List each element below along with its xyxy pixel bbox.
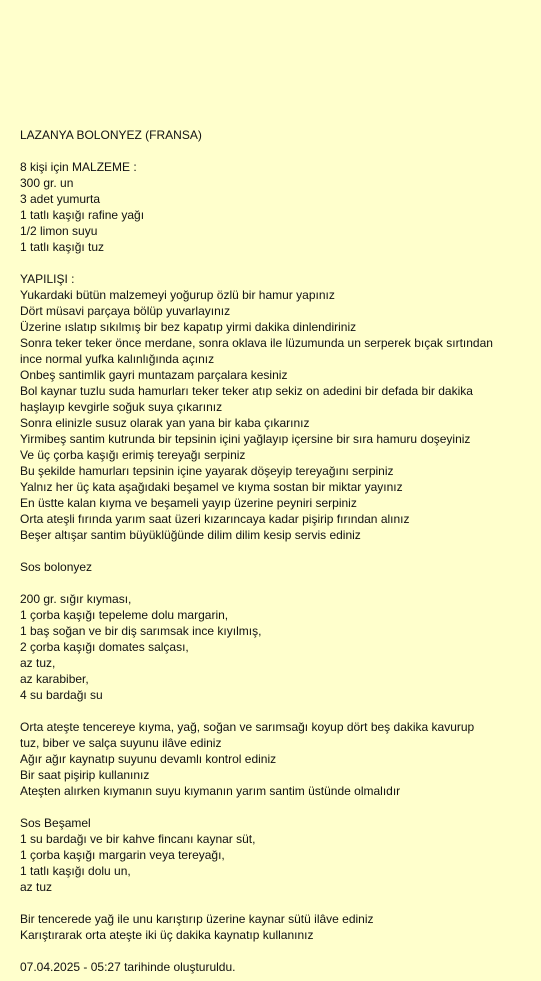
section-heading: YAPILIŞI :: [20, 272, 75, 286]
text-line: 1 tatlı kaşığı rafine yağı: [20, 208, 145, 222]
blank-line: [20, 255, 535, 271]
section-heading: 8 kişi için MALZEME :: [20, 160, 137, 174]
blank-line: [20, 799, 535, 815]
text-line: 1 tatlı kaşığı tuz: [20, 240, 105, 254]
text-line: Yalnız her üç kata aşağıdaki beşamel ve kıyma sostan bir miktar yayınız: [20, 480, 403, 494]
text-line: Bu şekilde hamurları tepsinin içine yayarak döşeyip tereyağını serpiniz: [20, 464, 394, 478]
recipe-document: [20, 127, 535, 975]
blank-line: [20, 143, 535, 159]
text-line: Orta ateşli fırında yarım saat üzeri kızarıncaya kadar pişirip fırından alınız: [20, 512, 410, 526]
text-line: Bir saat pişirip kullanınız: [20, 768, 150, 782]
text-line: Dört müsavi parçaya bölüp yuvarlayınız: [20, 304, 231, 318]
text-line: 1 su bardağı ve bir kahve fincanı kaynar süt,: [20, 832, 256, 846]
text-line: 4 su bardağı su: [20, 688, 103, 702]
text-line: Ağır ağır kaynatıp suyunu devamlı kontrol ediniz: [20, 752, 277, 766]
blank-line: [20, 895, 535, 911]
section-heading: Sos bolonyez: [20, 560, 93, 574]
text-line: ince normal yufka kalınlığında açınız: [20, 352, 215, 366]
text-line: 1 tatlı kaşığı dolu un,: [20, 864, 131, 878]
text-line: 1 baş soğan ve bir diş sarımsak ince kıyılmış,: [20, 624, 262, 638]
text-line: Sonra teker teker önce merdane, sonra oklava ile lüzumunda un serperek bıçak sırtından: [20, 336, 493, 350]
text-line: 200 gr. sığır kıyması,: [20, 592, 132, 606]
text-line: Bol kaynar tuzlu suda hamurları teker teker atıp sekiz on adedini bir defada bir dakika: [20, 384, 473, 398]
text-line: haşlayıp kevgirle soğuk suya çıkarınız: [20, 400, 223, 414]
text-line: tuz, biber ve salça suyunu ilâve ediniz: [20, 736, 222, 750]
text-line: az tuz,: [20, 656, 56, 670]
blank-line: [20, 943, 535, 959]
text-line: 2 çorba kaşığı domates salçası,: [20, 640, 189, 654]
text-line: Ateşten alırken kıymanın suyu kıymanın yarım santim üstünde olmalıdır: [20, 784, 401, 798]
text-line: az tuz: [20, 880, 53, 894]
text-line: 300 gr. un: [20, 176, 74, 190]
text-line: Sonra elinizle susuz olarak yan yana bir kaba çıkarınız: [20, 416, 310, 430]
text-line: Onbeş santimlik gayri muntazam parçalara kesiniz: [20, 368, 288, 382]
text-line: Bir tencerede yağ ile unu karıştırıp üzerine kaynar sütü ilâve ediniz: [20, 912, 374, 926]
text-line: 1 çorba kaşığı tepeleme dolu margarin,: [20, 608, 229, 622]
text-line: Beşer altışar santim büyüklüğünde dilim dilim kesip servis ediniz: [20, 528, 361, 542]
created-timestamp: 07.04.2025 - 05:27 tarihinde oluşturuldu.: [20, 960, 236, 974]
blank-line: [20, 703, 535, 719]
text-line: En üstte kalan kıyma ve beşameli yayıp üzerine peyniri serpiniz: [20, 496, 357, 510]
text-line: 1/2 limon suyu: [20, 224, 98, 238]
text-line: Ve üç çorba kaşığı erimiş tereyağı serpiniz: [20, 448, 246, 462]
text-line: Orta ateşte tencereye kıyma, yağ, soğan ve sarımsağı koyup dört beş dakika kavurup: [20, 720, 475, 734]
recipe-title: LAZANYA BOLONYEZ (FRANSA): [20, 128, 202, 142]
text-line: Üzerine ıslatıp sıkılmış bir bez kapatıp yirmi dakika dinlendiriniz: [20, 320, 357, 334]
section-heading: Sos Beşamel: [20, 816, 91, 830]
text-line: Yukardaki bütün malzemeyi yoğurup özlü bir hamur yapınız: [20, 288, 335, 302]
text-line: az karabiber,: [20, 672, 89, 686]
text-line: 1 çorba kaşığı margarin veya tereyağı,: [20, 848, 225, 862]
blank-line: [20, 543, 535, 559]
text-line: Yirmibeş santim kutrunda bir tepsinin içini yağlayıp içersine bir sıra hamuru doşeyiniz: [20, 432, 471, 446]
blank-line: [20, 575, 535, 591]
text-line: 3 adet yumurta: [20, 192, 101, 206]
text-line: Karıştırarak orta ateşte iki üç dakika kaynatıp kullanınız: [20, 928, 314, 942]
